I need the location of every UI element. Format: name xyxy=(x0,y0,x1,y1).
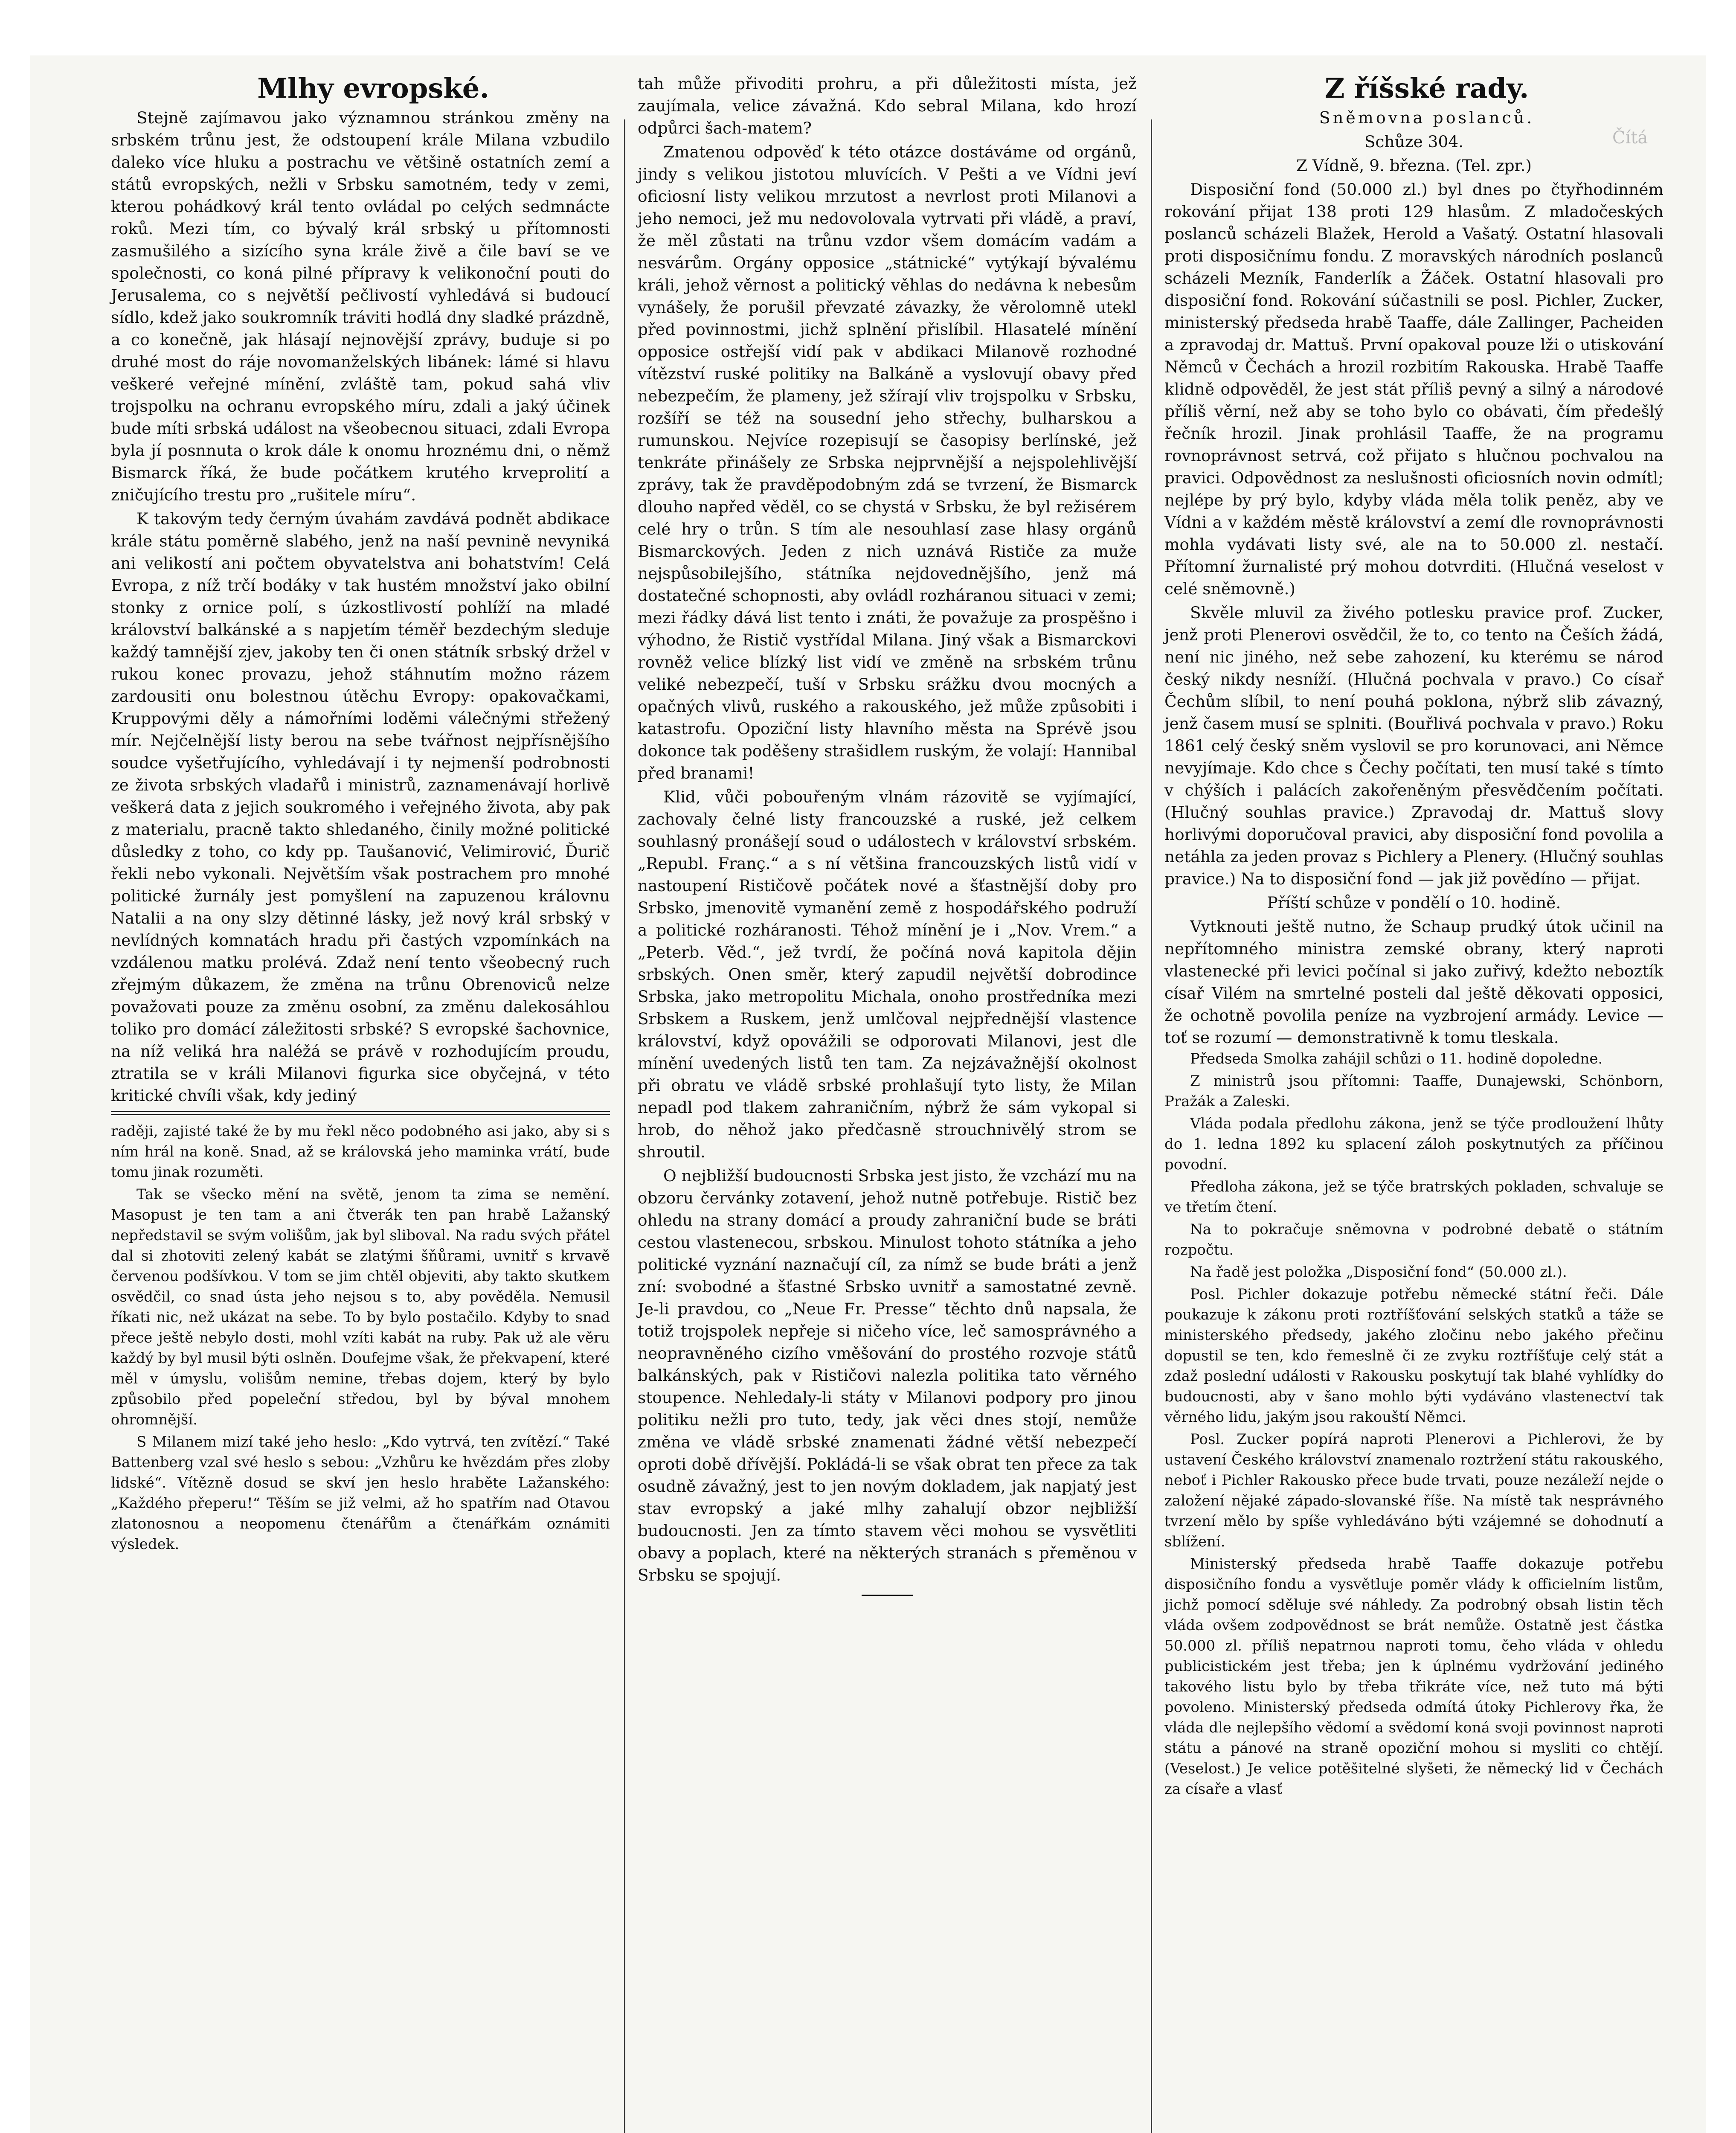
paragraph: S Milanem mizí také jeho heslo: „Kdo vytrvá, ten zvítězí.“ Také Battenberg vzal své heslo s sebou: „Vzhůru ke hvězdám přes zloby lidské“. Vítězně dosud se skví jen heslo hraběte Lažanského: „Každého přeperu!“ Těším se již velmi, až ho spatřím nad Otavou zlatonosnou a neopomenu čtenářům a čtenářkám oznámiti výsledek. xyxy=(111,1433,610,1553)
paragraph: Vláda podala předlohu zákona, jenž se týče prodloužení lhůty do 1. ledna 1892 ku splacení záloh poskytnutých za příčinou povodní. xyxy=(1164,1115,1663,1173)
session-number: Schůze 304. xyxy=(1364,132,1464,151)
paragraph: Vytknouti ještě nutno, že Schaup prudký útok učinil na nepřítomného ministra zemské obrany, který naproti vlastenecké při levici počínal si jako zuřivý, kdežto neboztík císař Vilém na smrtelné posteli dal ještě děkovati opposici, že ochotně povolila peníze na vyzbrojení armády. Levice — toť se rozumí — demonstrativně k tomu tleskala. xyxy=(1164,917,1663,1047)
session-report xyxy=(1164,1049,1663,1799)
paragraph: Předloha zákona, jež se týče bratrských pokladen, schvaluje se ve třetím čtení. xyxy=(1164,1178,1663,1216)
paragraph: Posl. Zucker popírá naproti Plenerovi a Pichlerovi, že by ustavení Českého království znamenalo roztržení státu rakouského, neboť i Pichler Rakousko přece bude trvati, pouze nezáleží nejde o založení nějaké západo-slovanské říše. Na místě tak nesprávného tvrzení mělo by spíše vyhledáváno býti vzájemné se dohodnutí a sblížení. xyxy=(1164,1431,1663,1550)
paragraph: raději, zajisté také že by mu řekl něco podobného asi jako, aby si s ním hrál na koně. Snad, až se královská jeho maminka vrátí, bude tomu jinak rozuměti. xyxy=(111,1123,610,1181)
paragraph: tah může přivoditi prohru, a při důležitosti místa, jež zaujímala, velice závažná. Kdo sebral Milana, kdo hrozí odpůrci šach-matem? xyxy=(638,74,1137,137)
paragraph: Tak se všecko mění na světě, jenom ta zima se nemění. Masopust je ten tam a ani čtverák ten pan hrabě Lažanský nepředstavil se svým volišům, jak byl sliboval. Na radu svých přátel dal si zhotoviti zelený kabát se zlatými šňůrami, uvnitř s krvavě červenou podšívkou. V tom se jim chtěl objeviti, aby takto skutkem osvědčil, co snad ústa jeho nejsou s to, aby pověděla. Nemusil říkati nic, než ukázat na sebe. To by bylo postačilo. Kdyby to snad přece ještě nebylo dosti, mohl vzíti kabát na ruby. Pak už ale věru každý by byl musil býti oslněn. Doufejme však, že překvapení, které měl v úmyslu, volišům nemine, třebas dojem, který by bylo způsobilo před popeleční středou, byl by býval mnohem ohromnější. xyxy=(111,1186,610,1428)
paragraph: Disposiční fond (50.000 zl.) byl dnes po čtyřhodinném rokování přijat 138 proti 129 hlasům. Z mladočeských poslanců scházeli Blažek, Herold a Vašatý. Ostatní hlasovali proti disposičnímu fondu. Z moravských národních poslanců scházeli Mezník, Fanderlík a Žáček. Ostatní hlasovali pro disposiční fond. Rokování súčastnili se posl. Pichler, Zucker, ministerský předseda hrabě Taaffe, dále Zallinger, Pacheiden a zpravodaj dr. Mattuš. První opakoval pouze lži o utiskování Němců v Čechách a hrozil rozbitím Rakouska. Hrabě Taaffe klidně odpověděl, že jest stát příliš pevný a silný a národové příliš věrní, než aby se toho bylo co obávati, čím předešlý řečník hrozil. Jinak prohlásil Taaffe, že na programu rovnoprávnost setrvá, což přijato s hlučnou pochvalou na pravici. Odpovědnost za neslušnosti oficiosních novin odmítl; nejlépe by prý bylo, kdyby vláda měla tolik peněz, aby ve Vídni a v každém městě království a zemí dle rovnoprávnosti mohla vydávati listy své, ale na to 50.000 zl. nestačí. Přítomní žurnalisté prý mohou dotvrditi. (Hlučná veselost v celé sněmovně.) xyxy=(1164,180,1663,598)
column-left xyxy=(111,73,610,1555)
section-subtitle: Sněmovna poslanců. xyxy=(1319,108,1535,127)
paragraph: Klid, vůči pobouřeným vlnám rázovitě se vyjímající, zachovaly čelné listy francouzské a ruské, jež celkem souhlasný pronášejí soud o událostech v království srbském. „Republ. Franç.“ a s ní většina francouzských listů vidí v nastoupení Rističově počátek nové a šťastnější doby pro Srbsko, jmenovitě vymanění země z hospodářského podruží a politické rozháranosti. Téhož mínění je i „Nov. Vrem.“ a „Peterb. Věd.“, jež tvrdí, že počíná nová kapitola dějin srbských. Onen směr, který zapudil největší dobrodince Srbska, jako metropolitu Michala, onoho prostředníka mezi Srbskem a Ruskem, jenž umlčoval nejpřednější vlastence království, když opovážili se odporovati Milanovi, jest dle mínění uvedených listů ten tam. Za nejzávažnější okolnost při obratu ve vládě srbské prohlašují tyto listy, že Milan nepadl pod tlakem zahraničním, nýbrž že sám vykopal si hrob, do něhož jako předčasně strouchnivělý strom se shroutil. xyxy=(638,788,1137,1161)
feuilleton xyxy=(111,1121,610,1555)
paragraph: Na to pokračuje sněmovna v podrobné debatě o státním rozpočtu. xyxy=(1164,1221,1663,1258)
column-middle xyxy=(638,73,1137,1604)
end-rule xyxy=(862,1595,913,1596)
dateline: Z Vídně, 9. března. (Tel. zpr.) xyxy=(1296,156,1532,175)
feuilleton-divider xyxy=(111,1111,610,1115)
paragraph: Zmatenou odpověď k této otázce dostáváme od orgánů, jindy s velikou jistotou mluvících. V Pešti a ve Vídni jeví oficiosní listy velikou mrzutost a nevrlost proti Milanovi a jeho nemoci, jež mu nedovolovala vytrvati při vládě, a praví, že měl zůstati na trůnu vzdor všem domácím vadám a nesvárům. Orgány opposice „státnické“ vytýkají bývalému králi, jehož věrnost a politický věhlas do nedávna k nebesům vynášely, že porušil převzaté závazky, že věrolomně utekl před povinnostmi, jichž splnění přislíbil. Hlasatelé mínění opposice ostřejší vidí pak v abdikaci Milanově rozhodné vítězství ruské politiky na Balkáně a vyslovují obavy před nebezpečím, že plameny, jež sžírají vliv trojspolku v Srbsku, rozšíří se též na sousední jeho střechy, bulharskou a rumunskou. Nejvíce rozepisují se časopisy berlínské, jež tenkráte přinášely ze Srbska nejprvnější a nejspolehlivější zprávy, tak že pravděpodobným zdá se tvrzení, že Bismarck dlouho napřed věděl, co se chystá v Srbsku, že byl režisérem celé hry o trůn. S tím ale nesouhlasí zase hlasy orgánů Bismarckových. Jeden z nich uznává Rističe za muže nejspůsobilejšího, státníka nejdovednějšího, jenž má dostatečné schopnosti, aby ovládl rozháranou situaci v zemi; mezi řádky dává list tento i znáti, že považuje za prospěšno i výhodno, že Ristič vystřídal Milana. Jiný však a Bismarckovi rovněž velice blízký list vidí ve změně na srbském trůnu veliké nebezpečí, tuší v Srbsku srážku dvou mocných a opačných vlivů, ruského a rakouského, jež může způsobiti i katastrofu. Opoziční listy hlavního města na Sprévě jsou dokonce tak poděšeny strašidlem ruským, že volají: Hannibal před branami! xyxy=(638,142,1137,782)
paragraph: O nejbližší budoucnosti Srbska jest jisto, že vzchází mu na obzoru červánky zotavení, jehož nutně potřebuje. Ristič bez ohledu na strany domácí a proudy zahraniční bude se bráti cestou vlastenecou, srbskou. Minulost tohoto státníka a jeho politické vyznání naznačují cíl, za nímž se bude bráti a jenž zní: svobodné a šťastné Srbsko uvnitř a samostatné zevně. Je-li pravdou, co „Neue Fr. Presse“ těchto dnů napsala, že totiž trojspolek nepřeje si ničeho více, leč samosprávného a neopravněného cizího vměšování do prostého rozvoje států balkánských, pak v Rističovi nalezla politika tato věrného stoupence. Nehledaly-li státy v Milanovi podpory pro jinou politiku nežli pro tuto, tedy, jak věci dnes stojí, nemůže změna ve vládě srbské znamenati žádné větší nebezpečí oproti době dřívější. Pokládá-li se však obrat ten přece za tak osudně závažný, jest to jen novým dokladem, jak napjatý jest stav evropský a jaké mlhy zahalují obzor nejbližší budoucnosti. Jen za tímto stavem věci mohou se vysvětliti obavy a poplach, které na některých stranách s přeměnou v Srbsku se spojují. xyxy=(638,1166,1137,1584)
column-divider xyxy=(1151,119,1152,2133)
column-right xyxy=(1164,73,1663,1799)
paragraph: Stejně zajímavou jako významnou stránkou změny na srbském trůnu jest, že odstoupení krále Milana vzbudilo daleko více hluku a postrachu ve většině ostatních zemí a států evropských, nežli v Srbsku samotném, tedy v zemi, kterou pohádkový král tento ovládal po celých sedmnácte roků. Mezi tím, co bývalý král srbský u přítomnosti zasmušilého a sizícího syna krále živě a čile baví se ve společnosti, co koná pilné přípravy k velikonoční pouti do Jerusalema, co s největší pečlivostí vyhledává si budoucí sídlo, kdež jako soukromník tráviti hodlá dny sladké prázdně, a co konečně, jak hlásají nejnovější zprávy, buduje si po druhé most do ráje novomanželských libánek: lámé si hlavu veškeré veřejné mínění, zvláště tam, pokud sahá vliv trojspolku na ochranu evropského míru, zdali a jaký účinek bude míti srbská událost na všeobecnou situaci, zdali Evropa byla jí posnnuta o krok dále k onomu hroznému dni, o němž Bismarck říká, že bude počátkem krutého krveprolití a zničujícího trestu pro „rušitele míru“. xyxy=(111,108,610,504)
paragraph: Na řadě jest položka „Disposiční fond“ (50.000 zl.). xyxy=(1190,1264,1567,1281)
column-divider xyxy=(624,119,625,2133)
paragraph: Z ministrů jsou přítomni: Taaffe, Dunajewski, Schönborn, Pražák a Zaleski. xyxy=(1164,1072,1663,1110)
paragraph: Skvěle mluvil za živého potlesku pravice prof. Zucker, jenž proti Plenerovi osvědčil, že to, co tento na Češích žádá, není nic jiného, než sebe zahození, ku kterému se národ český nikdy nesníží. (Hlučná pochvala v pravo.) Co císař Čechům slíbil, to není pouhá poklona, nýbrž slib závazný, jenž časem musí se splniti. (Bouřlivá pochvala v pravo.) Roku 1861 celý český sněm vyslovil se pro korunovaci, ani Němce nevyjímaje. Kdo chce s Čechy počítati, ten musí také s tímto v chýších i palácích zakořeněným přesvědčením počítati. (Hlučný souhlas pravice.) Zpravodaj dr. Mattuš slovy horlivými doporučoval pravici, aby disposiční fond povolila a netáhla za jeden provaz s Pichlery a Plenery. (Hlučný souhlas pravice.) Na to disposiční fond — jak již povědíno — přijat. xyxy=(1164,603,1663,888)
article-title: Mlhy evropské. xyxy=(257,73,489,105)
library-stamp: Čítá xyxy=(1612,128,1648,148)
section-title: Z říšské rady. xyxy=(1324,73,1529,105)
paragraph: K takovým tedy černým úvahám zavdává podnět abdikace krále státu poměrně slabého, jenž na naší pevnině nevyniká ani velikostí ani počtem obyvatelstva ani bohatstvím! Celá Evropa, z níž trčí bodáky v tak hustém množství jako obilní stonky z ornice polí, s úzkostlivostí pohlíží na mladé království balkánské a s napjetím téměř bezdechým sleduje každý tamnější zjev, jakoby ten či onen státník srbský držel v rukou konec provazu, jehož stáhnutím možno rázem zardousiti onu bolestnou útěchu Evropy: opakovačkami, Kruppovými děly a námořními loděmi válečnými střežený mír. Nejčelnější listy berou na sebe tvářnost nejpřísnějšího soudce vyšetřujícího, vyhledávají i ty nejmenší podrobnosti ze života srbských vladařů i ministrů, zaznamenávají horlivě veškerá data z jejich soukromého i veřejného života, aby pak z materialu, pracně takto shledaného, činily možné politické důsledky z toho, co kdy pp. Taušanović, Velimirović, Ďurič řekli nebo vykonali. Největším však postrachem pro mnohé politické žurnály jest pomyšlení na zapuzenou královnu Natalii a na ony slzy dětinné lásky, jež nový král srbský v nevlídných komnatách hradu při častých vzpomínkách na vzdálenou matku prolévá. Zdaž není tento všeobecný ruch zřejmým důkazem, že změna na trůnu Obrenoviců nelze považovati pouze za změnu osobní, za změnu dalekosáhlou toliko pro domácí záležitosti srbské? S evropské šachovnice, na níž veliká hra naléžá se právě v rozhodujícím proudu, ztratila se v králi Milanovi figurka sice obyčejná, v této kritické chvíli však, kdy jediný xyxy=(111,509,610,1105)
paragraph: Ministerský předseda hrabě Taaffe dokazuje potřebu disposičního fondu a vysvětluje poměr vlády k officielním listům, jichž pomocí sděluje své náhledy. Za podrobný obsah listin těch vláda ovšem zodpovědnost se brát nemůže. Ostatně jest částka 50.000 zl. příliš nepatrnou naproti tomu, čeho vláda v ohledu publicistickém jest třeba; jen k úplnému vydržování jediného takového listu bylo by třeba třikráte více, než tuto má býti povoleno. Ministerský předseda odmítá útoky Pichlerovy řka, že vláda dle nejlepšího vědomí a svědomí koná svoji povinnost naproti státu a pánové na straně opoziční mohou si mysliti co chtějí. (Veselost.) Je velice potěšitelné slyšeti, že německý lid v Čechách za císaře a vlasť xyxy=(1164,1555,1663,1798)
paragraph: Předseda Smolka zahájil schůzi o 11. hodině dopoledne. xyxy=(1190,1050,1603,1067)
paragraph: Příští schůze v pondělí o 10. hodině. xyxy=(1267,893,1561,912)
paragraph: Posl. Pichler dokazuje potřebu německé státní řeči. Dále poukazuje k zákonu proti roztříšťování selských statků a táže se ministerského předsedy, jakého zločinu nebo jakého přečinu dopustil se ten, kdo řemeslně či ze zvyku roztříšťuje celý stát a zdaž poslední události v Rakousku poskytují tak blahé vyhlídky do budoucnosti, aby v šano mohlo býti vydáváno vlastenectví tak věrného lidu, jakým jsou rakouští Němci. xyxy=(1164,1286,1663,1426)
